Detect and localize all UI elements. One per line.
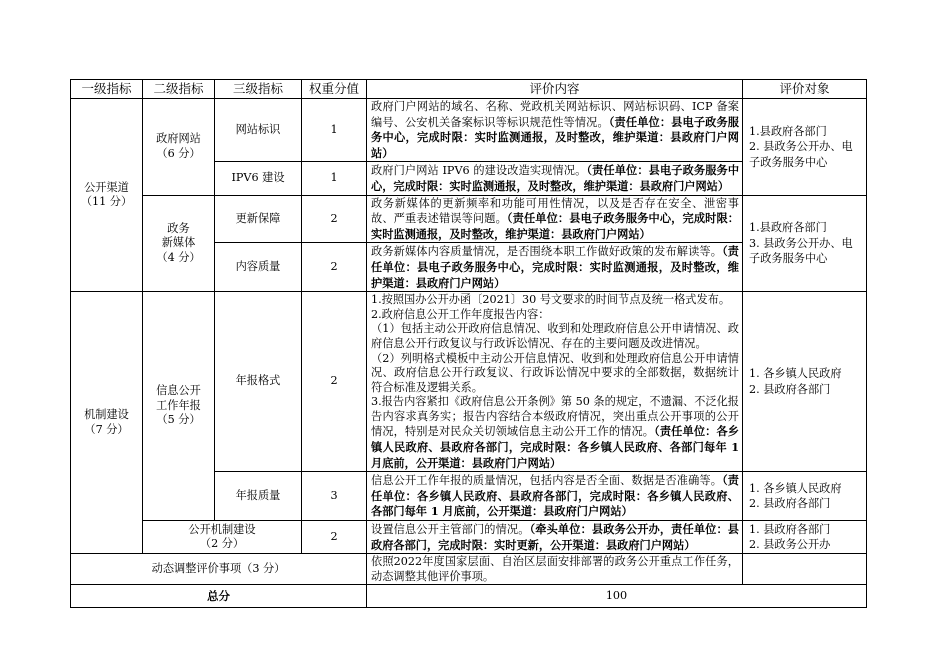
- level1-name: 公开渠道: [84, 180, 129, 194]
- level2-score: （4 分）: [156, 250, 201, 264]
- target-cell: [743, 521, 867, 554]
- target-cell: [743, 195, 867, 292]
- level2-name-line1: 政务: [167, 221, 190, 235]
- level3-cell: 年报质量: [215, 472, 302, 521]
- table-row: [71, 195, 867, 243]
- content-paragraph: （2）列明格式模板中主动公开信息情况、收到和处理政府信息公开申请情况、政府信息公开行政复议、行政诉讼情况中要求的全部数据，数据统计符合标准及逻辑关系。: [371, 351, 739, 394]
- content-cell: [367, 243, 743, 292]
- content-responsibility: （责任单位：县电子政务服务中心，完成时限：实时监测通报，及时整改，维护渠道：县政府门户网站）: [371, 244, 739, 290]
- table-row: [71, 99, 867, 162]
- target-item: 3. 县政务公开办、电子政务服务中心: [749, 236, 853, 266]
- level3-cell: 年报格式: [215, 292, 302, 472]
- level1-name: 机制建设: [84, 408, 129, 422]
- level1-score: （7 分）: [84, 422, 129, 436]
- content-cell: [367, 554, 743, 585]
- level2-name-line1: 信息公开: [156, 384, 201, 398]
- content-text: 政务新媒体的更新频率和功能可用性情况，以及是否存在安全、泄密事故、严重表述错误等问题。: [371, 196, 739, 226]
- target-item: 1.县政府各部门: [749, 124, 827, 138]
- content-responsibility: （责任单位：县电子政务服务中心，完成时限：实时监测通报，及时整改，维护渠道：县政府门户网站）: [371, 211, 739, 241]
- level2-name: 政府网站: [156, 132, 201, 146]
- target-item: 2. 县政府各部门: [749, 382, 831, 396]
- level3-cell: 网站标识: [215, 99, 302, 162]
- target-item: 2. 县政务公开办: [749, 538, 831, 552]
- content-responsibility: （牵头单位：县政务公开办，责任单位：县政府各部门，完成时限：实时更新，公开渠道：县政府门户网站）: [371, 522, 739, 552]
- content-responsibility: （责任单位：县电子政务服务中心，完成时限：实时监测通报，及时整改，维护渠道：县政府门户网站）: [371, 163, 740, 193]
- target-item: 1. 各乡镇人民政府: [749, 481, 842, 495]
- level2-cell-gov-website: [143, 99, 215, 196]
- target-item: 1. 县政府各部门: [749, 522, 831, 536]
- content-paragraph: 1.按照国办公开办函〔2021〕30 号文要求的时间节点及统一格式发布。: [371, 293, 731, 307]
- weight-cell: 1: [302, 99, 367, 162]
- weight-cell: 2: [302, 243, 367, 292]
- content-text: 政府门户网站 IPV6 的建设改造实现情况。: [371, 164, 587, 178]
- total-value: 100: [367, 585, 867, 608]
- target-cell-empty: [743, 554, 867, 585]
- header-target: 评价对象: [743, 80, 867, 99]
- total-label: 总分: [71, 585, 367, 608]
- level3-cell: 内容质量: [215, 243, 302, 292]
- content-text: 政务新媒体内容质量情况，是否围绕本职工作做好政策的发布解读等。: [371, 245, 723, 259]
- target-item: 1. 各乡镇人民政府: [749, 367, 842, 381]
- content-text: 信息公开工作年报的质量情况，包括内容是否全面、数据是否准确等。: [371, 474, 723, 488]
- level2-name: 公开机制建设: [188, 522, 256, 536]
- weight-cell: 1: [302, 162, 367, 195]
- level2-name-line2: 新媒体: [161, 236, 196, 250]
- weight-cell: 3: [302, 472, 367, 521]
- level2-score: （6 分）: [156, 146, 201, 160]
- content-cell: [367, 99, 743, 162]
- content-text: 3.报告内容紧扣《政府信息公开条例》第 50 条的规定，不遗漏、不泛化报告内容求真务实；报告内容结合本级政府情况，突出重点公开事项的公开情况，特别是对民众关切领域信息主动公开工作的情况。: [371, 395, 739, 439]
- content-cell: [367, 162, 743, 195]
- content-paragraph-last: [371, 395, 739, 471]
- level2-cell-new-media: [143, 195, 215, 292]
- level3-cell: IPV6 建设: [215, 162, 302, 195]
- content-paragraph: （1）包括主动公开政府信息情况、收到和处理政府信息公开申请情况、政府信息公开行政复议与行政诉讼情况、存在的主要问题及改进情况。: [371, 322, 739, 350]
- level2-cell-annual-report: [143, 292, 215, 521]
- level1-score: （11 分）: [80, 195, 133, 209]
- level2-score: （2 分）: [199, 537, 245, 551]
- level2-name-line2: 工作年报: [156, 398, 201, 412]
- table-row: [71, 292, 867, 472]
- target-item: 1.县政府各部门: [749, 221, 827, 235]
- target-item: 2. 县政务公开办、电子政务服务中心: [749, 140, 853, 169]
- level3-cell: 更新保障: [215, 195, 302, 243]
- level1-cell-mechanism: [71, 292, 143, 554]
- level2-cell-disclosure-mechanism: [143, 521, 302, 554]
- content-paragraph: 2.政府信息公开工作年度报告内容：: [371, 307, 550, 321]
- weight-cell: 2: [302, 521, 367, 554]
- header-level2: 二级指标: [143, 80, 215, 99]
- total-row: [71, 585, 867, 608]
- evaluation-table: [70, 79, 867, 608]
- content-responsibility: （责任单位：各乡镇人民政府、县政府各部门，完成时限：各乡镇人民政府、各部门每年 1 月底前，公开渠道：县政府门户网站）: [371, 424, 739, 470]
- content-cell: [367, 521, 743, 554]
- dynamic-items-label: 动态调整评价事项（3 分）: [71, 554, 367, 585]
- content-responsibility: （责任单位：县电子政务服务中心，完成时限：实时监测通报，及时整改，维护渠道：县政府门户网站）: [371, 114, 739, 160]
- target-cell: [743, 292, 867, 472]
- content-text: 依照2022年度国家层面、自治区层面安排部署的政务公开重点工作任务，动态调整其他评价事项。: [371, 555, 739, 583]
- content-cell: [367, 195, 743, 243]
- header-content: 评价内容: [367, 80, 743, 99]
- header-row: [71, 80, 867, 99]
- table-row: [71, 554, 867, 585]
- content-cell: [367, 472, 743, 521]
- target-cell: [743, 99, 867, 196]
- target-cell: [743, 472, 867, 521]
- content-text: 政府门户网站的域名、名称、党政机关网站标识、网站标识码、ICP 备案编号、公安机关备案标识等标识规范性等情况。: [371, 100, 739, 129]
- table-row: [71, 521, 867, 554]
- weight-cell: 2: [302, 292, 367, 472]
- weight-cell: 2: [302, 195, 367, 243]
- content-responsibility: （责任单位：各乡镇人民政府、县政府各部门，完成时限：各乡镇人民政府、各部门每年 1 月底前，公开渠道：县政府门户网站）: [371, 473, 739, 519]
- header-level3: 三级指标: [215, 80, 302, 99]
- level2-score: （5 分）: [156, 413, 201, 427]
- header-weight: 权重分值: [302, 80, 367, 99]
- level1-cell-public-channels: [71, 99, 143, 292]
- header-level1: 一级指标: [71, 80, 143, 99]
- content-cell: [367, 292, 743, 472]
- target-item: 2. 县政府各部门: [749, 497, 831, 511]
- content-text: 设置信息公开主管部门的情况。: [371, 523, 530, 537]
